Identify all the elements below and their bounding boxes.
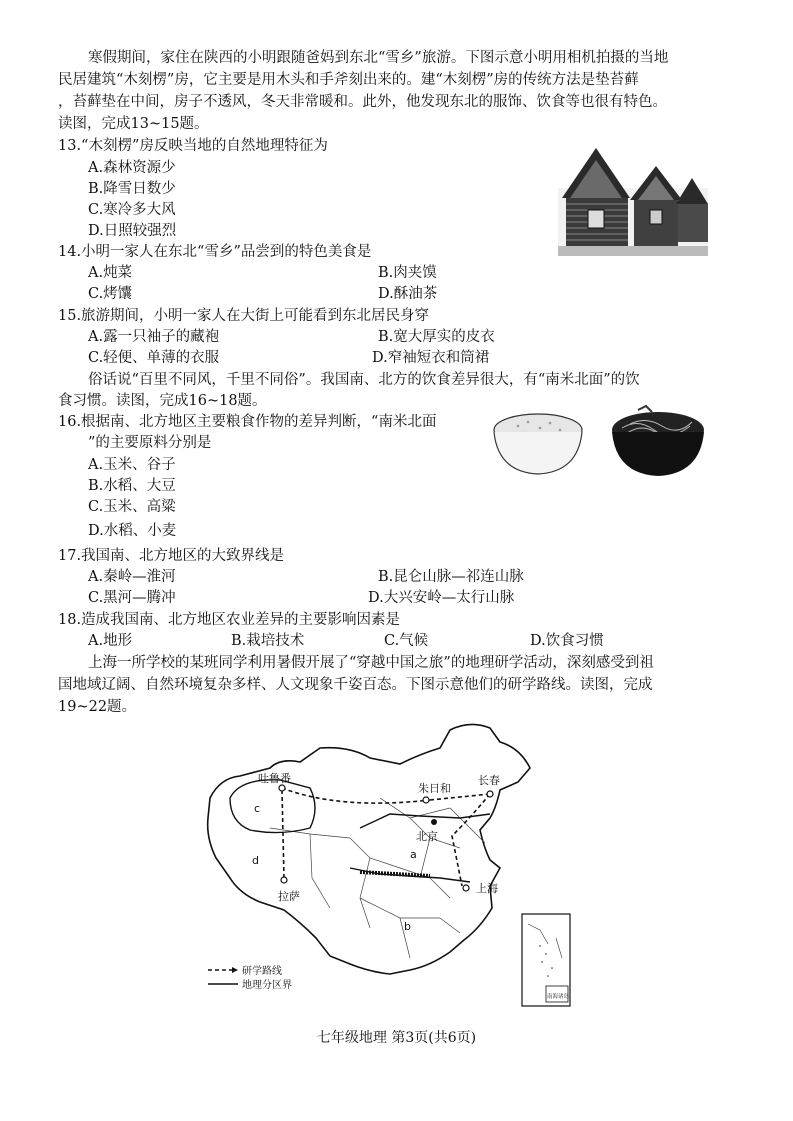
q14-option-b: B.肉夹馍 <box>378 265 437 281</box>
label-shanghai: 上海 <box>476 882 498 895</box>
q18-option-a: A.地形 <box>88 633 133 649</box>
q16-stem-line1: 16.根据南、北方地区主要粮食作物的差异判断，“南米北面 <box>58 414 437 430</box>
qinling-huaihe-boundary <box>350 868 470 882</box>
china-outline <box>208 724 530 974</box>
q13-option-a: A.森林资源少 <box>88 160 176 176</box>
q17-stem: 17.我国南、北方地区的大致界线是 <box>58 548 285 564</box>
q15-option-b: B.宽大厚实的皮衣 <box>378 329 495 345</box>
q14-option-d: D.酥油茶 <box>378 286 438 302</box>
q17-option-b: B.昆仑山脉—祁连山脉 <box>378 569 524 585</box>
q15-option-c: C.轻便、单薄的衣服 <box>88 350 220 366</box>
q18-stem: 18.造成我国南、北方地区农业差异的主要影响因素是 <box>58 612 401 628</box>
log-house-photo <box>558 138 708 256</box>
passage2-line2: 食习惯。读图，完成16~18题。 <box>58 393 267 409</box>
q15-stem: 15.旅游期间，小明一家人在大街上可能看到东北居民身穿 <box>58 308 430 324</box>
zhurihe-dot <box>423 797 429 803</box>
label-beijing: 北京 <box>416 830 438 843</box>
legend-route-label: 研学路线 <box>242 966 282 977</box>
q18-option-d: D.饮食习惯 <box>530 633 604 649</box>
q16-option-c: C.玉米、高粱 <box>88 499 176 515</box>
route-turpan-zhurihe <box>282 788 430 803</box>
lhasa-dot <box>281 877 287 883</box>
q13-option-d: D.日照较强烈 <box>88 223 177 239</box>
q16-option-a: A.玉米、谷子 <box>88 457 176 473</box>
route-turpan-lhasa <box>282 790 284 878</box>
region-label-b: b <box>404 920 411 933</box>
passage3-line3: 19~22题。 <box>58 699 137 715</box>
q16-option-b: B.水稻、大豆 <box>88 478 176 494</box>
region-label-d: d <box>252 854 259 867</box>
inset-label: 南海诸岛 <box>547 994 570 1000</box>
label-zhurihe: 朱日和 <box>418 782 451 795</box>
region-label-c: c <box>254 802 261 815</box>
q16-stem-line2: ”的主要原料分别是 <box>88 435 212 451</box>
q14-option-c: C.烤馕 <box>88 286 133 302</box>
q14-stem: 14.小明一家人在东北“雪乡”品尝到的特色美食是 <box>58 244 372 260</box>
q16-option-d: D.水稻、小麦 <box>88 523 177 539</box>
noodle-bowl-illustration <box>608 404 708 480</box>
passage1-line2: 民居建筑“木刻楞”房，它主要是用木头和手斧刻出来的。建“木刻楞”房的传统方法是垫苔藓 <box>58 72 639 88</box>
passage2-line1: 俗话说“百里不同风，千里不同俗”。我国南、北方的饮食差异很大，有“南米北面”的饮 <box>88 372 640 388</box>
region-label-a: a <box>410 848 417 861</box>
china-study-route-map <box>200 718 580 1014</box>
q17-option-c: C.黑河—腾冲 <box>88 590 176 606</box>
page-footer: 七年级地理 第3页(共6页) <box>316 1030 477 1046</box>
legend-boundary-label: 地理分区界 <box>242 980 292 991</box>
northwest-region-boundary <box>230 780 315 833</box>
turpan-dot <box>279 785 285 791</box>
route-changchun-shanghai <box>452 794 490 886</box>
passage3-line1: 上海一所学校的某班同学利用暑假开展了“穿越中国之旅”的地理研学活动，深刻感受到祖 <box>88 655 654 671</box>
passage1-line4: 读图，完成13~15题。 <box>58 116 209 132</box>
q17-option-a: A.秦岭—淮河 <box>88 569 176 585</box>
beijing-dot <box>431 819 437 825</box>
q17-option-d: D.大兴安岭—太行山脉 <box>368 590 515 606</box>
q14-option-a: A.炖菜 <box>88 265 133 281</box>
label-changchun: 长春 <box>478 774 500 787</box>
q15-option-a: A.露一只袖子的藏袍 <box>88 329 220 345</box>
shanghai-dot <box>463 885 469 891</box>
passage1-line3: ，苔藓垫在中间，房子不透风，冬天非常暖和。此外，他发现东北的服饰、饮食等也很有特色。 <box>58 94 667 110</box>
label-turpan: 吐鲁番 <box>258 772 291 785</box>
q18-option-c: C.气候 <box>384 633 429 649</box>
passage1-line1: 寒假期间，家住在陕西的小明跟随爸妈到东北“雪乡”旅游。下图示意小明用相机拍摄的当地 <box>88 50 669 66</box>
changchun-dot <box>487 791 493 797</box>
q15-option-d: D.窄袖短衣和筒裙 <box>372 350 490 366</box>
label-lhasa: 拉萨 <box>278 890 300 903</box>
q13-stem: 13.“木刻楞”房反映当地的自然地理特征为 <box>58 138 328 154</box>
rice-bowl-illustration <box>488 408 588 480</box>
q18-option-b: B.栽培技术 <box>231 633 305 649</box>
q13-option-c: C.寒冷多大风 <box>88 202 176 218</box>
q13-option-b: B.降雪日数少 <box>88 181 176 197</box>
passage3-line2: 国地域辽阔、自然环境复杂多样、人文现象千姿百态。下图示意他们的研学路线。读图，完成 <box>58 677 653 693</box>
